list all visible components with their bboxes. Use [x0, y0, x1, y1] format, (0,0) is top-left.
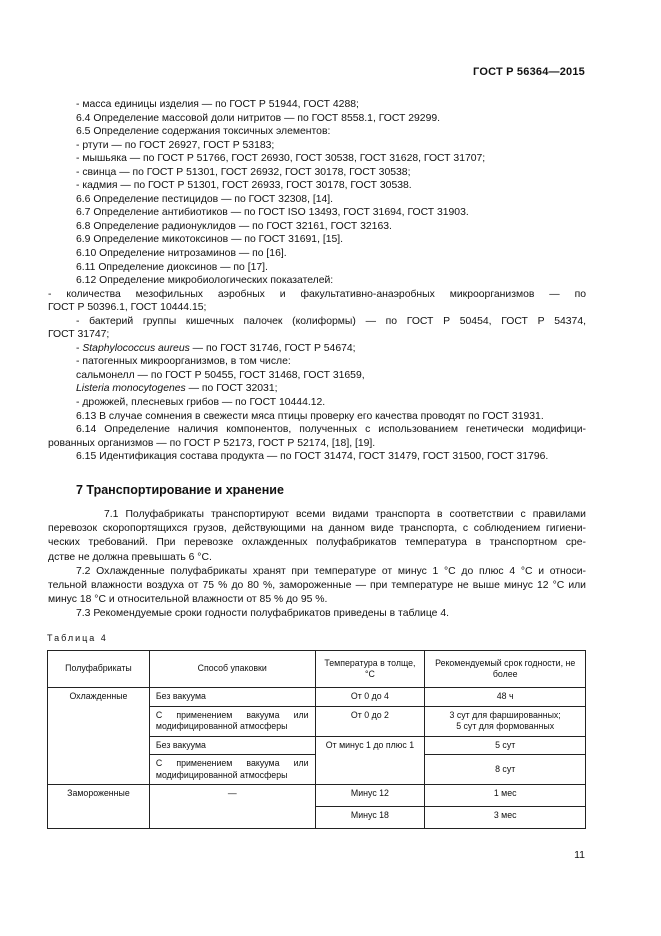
line-mercury: - ртути — по ГОСТ 26927, ГОСТ Р 53183;	[76, 139, 275, 151]
cell-r6-temp: Минус 18	[315, 807, 425, 829]
shelf-life-table	[47, 650, 586, 829]
line-6-10: 6.10 Определение нитрозаминов — по [16].	[76, 248, 287, 260]
cell-pack-no-vacuum: Без вакуума	[149, 688, 315, 707]
pack-vacuum-line2: модифицированной атмосферы	[155, 721, 288, 731]
page-number: 11	[574, 849, 585, 861]
line-bgkp-2: ГОСТ 31747;	[48, 329, 110, 341]
pack-vacuum2-line1: С применением вакуума или	[155, 758, 309, 768]
para-7-1-line4: дстве не должна превышать 6 °С.	[48, 551, 212, 563]
line-yeast: - дрожжей, плесневых грибов — по ГОСТ 10444.12.	[76, 397, 326, 409]
line-6-7: 6.7 Определение антибиотиков — по ГОСТ ISO 13493, ГОСТ 31694, ГОСТ 31903.	[76, 207, 469, 219]
line-6-15: 6.15 Идентификация состава продукта — по ГОСТ 31474, ГОСТ 31479, ГОСТ 31500, ГОСТ 31796.	[76, 451, 549, 463]
line-6-13: 6.13 В случае сомнения в свежести мяса птицы проверку его качества проводят по ГОСТ 31931.	[76, 410, 544, 422]
line-patho: - патогенных микроорганизмов, в том числе:	[76, 356, 291, 368]
header-shelf-life: Рекомендуемый срок годности, не более	[425, 651, 586, 688]
listeria-rest: — по ГОСТ 32031;	[185, 383, 278, 395]
line-lead: - свинца — по ГОСТ Р 51301, ГОСТ 26932, ГОСТ 30178, ГОСТ 30538;	[76, 166, 411, 178]
section-7-body	[48, 508, 586, 622]
cell-pack-vacuum-2	[149, 755, 315, 785]
line-arsenic: - мышьяка — по ГОСТ Р 51766, ГОСТ 26930, ГОСТ 30538, ГОСТ 31628, ГОСТ 31707;	[76, 153, 486, 165]
cell-frozen: Замороженные	[48, 785, 150, 829]
table-row	[48, 785, 586, 807]
para-7-1-line3: ческих требований. При перевозке охлажденных полуфабрикатов температура в транспортном сре-	[48, 537, 586, 549]
pack-vacuum-line1: С применением вакуума или	[155, 709, 309, 720]
para-7-1-line2: перевозок скоропортящихся грузов, действующими на данном виде транспорта, с соблюдением гигиени-	[48, 523, 586, 535]
staph-rest: — по ГОСТ 31746, ГОСТ Р 54674;	[189, 342, 356, 354]
header-products: Полуфабрикаты	[48, 651, 150, 688]
cell-r2-temp: От 0 до 2	[315, 706, 425, 736]
line-6-8: 6.8 Определение радионуклидов — по ГОСТ 32161, ГОСТ 32163.	[76, 220, 392, 232]
para-7-2-line1: 7.2 Охлажденные полуфабрикаты хранят при температуре от минус 1 °С до плюс 4 °С и относи-	[76, 565, 586, 577]
document-id-header: ГОСТ Р 56364—2015	[473, 66, 585, 78]
line-bgkp-1: - бактерий группы кишечных палочек (колиформы) — по ГОСТ Р 50454, ГОСТ Р 54374,	[76, 315, 586, 327]
line-kmafanm-1: - количества мезофильных аэробных и факультативно-анаэробных микроорганизмов — по	[48, 288, 586, 300]
staph-name: Staphylococcus aureus	[82, 342, 190, 354]
cell-r6-term: 3 мес	[425, 807, 586, 829]
line-listeria	[76, 382, 586, 396]
r2-term-line2: 5 сут для формованных	[456, 721, 555, 731]
line-6-6: 6.6 Определение пестицидов — по ГОСТ 32308, [14].	[76, 193, 334, 205]
line-6-5: 6.5 Определение содержания токсичных элементов:	[76, 126, 331, 138]
table-header-row	[48, 651, 586, 688]
cell-r3-term: 5 сут	[425, 736, 586, 755]
para-7-2-line2: тельной влажности воздуха от 75 % до 80 %, замороженные — при температуре не выше минус 12 °С или	[48, 580, 586, 592]
line-6-4: 6.4 Определение массовой доли нитритов — по ГОСТ 8558.1, ГОСТ 29299.	[76, 112, 441, 124]
line-salmonella: сальмонелл — по ГОСТ Р 50455, ГОСТ 31468, ГОСТ 31659,	[76, 369, 365, 381]
table-row	[48, 688, 586, 707]
line-staph: - Staphylococcus aureus — по ГОСТ 31746, ГОСТ Р 54674;	[76, 342, 356, 354]
cell-r1-term: 48 ч	[425, 688, 586, 707]
pack-vacuum2-line2: модифицированной атмосферы	[155, 769, 288, 780]
line-6-12: 6.12 Определение микробиологических показателей:	[76, 275, 334, 287]
cell-r5-temp: Минус 12	[315, 785, 425, 807]
cell-r2-term	[425, 706, 586, 736]
section-7-heading: 7 Транспортирование и хранение	[76, 483, 284, 497]
cell-r5-term: 1 мес	[425, 785, 586, 807]
line-kmafanm-2: ГОСТ Р 50396.1, ГОСТ 10444.15;	[48, 302, 207, 314]
cell-r4-term: 8 сут	[425, 755, 586, 785]
para-7-2-line3: минус 18 °С и относительной влажности от 85 % до 95 %.	[48, 594, 328, 606]
line-6-11: 6.11 Определение диоксинов — по [17].	[76, 261, 268, 273]
line-cadmium: - кадмия — по ГОСТ Р 51301, ГОСТ 26933, ГОСТ 30178, ГОСТ 30538.	[76, 180, 412, 192]
para-7-1-line1: 7.1 Полуфабрикаты транспортируют всеми видами транспорта в соответствии с правилами	[104, 509, 586, 520]
cell-chilled: Охлажденные	[48, 688, 150, 785]
line-mass-unit: - масса единицы изделия — по ГОСТ Р 51944, ГОСТ 4288;	[76, 99, 359, 110]
table-caption: Таблица 4	[47, 633, 108, 643]
cell-pack-vacuum	[149, 706, 315, 736]
r2-term-line1: 3 сут для фаршированных;	[449, 709, 561, 720]
line-6-14-1: 6.14 Определение наличия компонентов, полученных с использованием генетически модифици-	[76, 424, 586, 436]
cell-pack-no-vacuum-2: Без вакуума	[149, 736, 315, 755]
line-6-14-2: рованных организмов — по ГОСТ Р 52173, ГОСТ Р 52174, [18], [19].	[48, 437, 376, 449]
cell-pack-none: —	[149, 785, 315, 829]
header-packaging: Способ упаковки	[149, 651, 315, 688]
line-6-9: 6.9 Определение микотоксинов — по ГОСТ 31691, [15].	[76, 234, 344, 246]
cell-r3-temp: От минус 1 до плюс 1	[315, 736, 425, 785]
para-7-3: 7.3 Рекомендуемые сроки годности полуфабрикатов приведены в таблице 4.	[76, 608, 449, 620]
header-temperature: Температура в толще, °С	[315, 651, 425, 688]
cell-r1-temp: От 0 до 4	[315, 688, 425, 707]
methods-list	[48, 98, 586, 464]
listeria-name: Listeria monocytogenes	[76, 383, 186, 395]
